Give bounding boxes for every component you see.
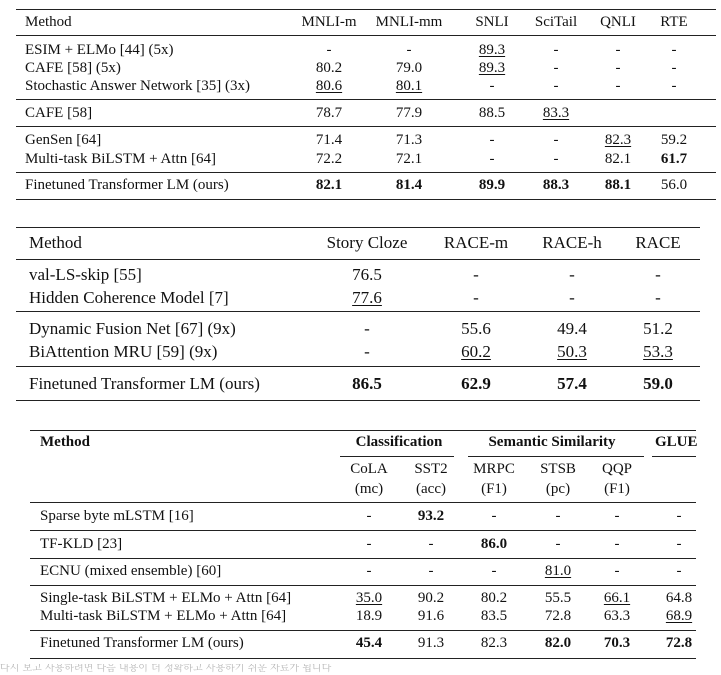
row-method-label: Multi-task BiLSTM + Attn [64]	[25, 151, 216, 167]
table-cell: -	[614, 536, 620, 552]
column-subheader-unit: (mc)	[354, 481, 384, 497]
row-method-label: Sparse byte mLSTM [16]	[40, 508, 194, 524]
table-cell: -	[671, 60, 677, 76]
table-cell: 89.3	[478, 60, 506, 76]
table-cell: -	[473, 288, 479, 307]
column-subheader: QQP	[601, 461, 633, 477]
table-cell: 80.1	[395, 78, 423, 94]
rule	[652, 456, 696, 457]
table-cell: 68.9	[665, 608, 693, 624]
table-cell: 88.1	[604, 177, 632, 193]
rule	[16, 126, 716, 127]
rule	[16, 400, 700, 401]
table-cell: -	[553, 78, 559, 94]
table-cell: -	[614, 508, 620, 524]
row-method-label: CAFE [58]	[25, 105, 93, 121]
column-header: MNLI-mm	[375, 14, 443, 30]
table-cell: 77.6	[352, 288, 382, 307]
column-header: Story Cloze	[326, 233, 408, 252]
column-header: RACE-m	[443, 233, 509, 252]
row-method-label: Hidden Coherence Model [7]	[29, 288, 229, 307]
rule	[16, 366, 700, 367]
rule	[30, 630, 696, 631]
table-cell: -	[655, 288, 661, 307]
row-method-label: BiAttention MRU [59] (9x)	[29, 342, 218, 361]
column-group-header: Classification	[355, 434, 443, 450]
table-cell: 63.3	[603, 608, 631, 624]
table-cell: 83.5	[480, 608, 508, 624]
column-header: RTE	[660, 14, 688, 30]
table-cell: -	[676, 508, 682, 524]
column-header: Method	[25, 14, 72, 30]
table-cell: 82.3	[480, 635, 508, 651]
table-cell: -	[615, 42, 621, 58]
rule	[30, 558, 696, 559]
table-cell: -	[489, 151, 495, 167]
row-method-label: ESIM + ELMo [44] (5x)	[25, 42, 174, 58]
table-cell: 76.5	[352, 265, 382, 284]
table-cell: -	[569, 265, 575, 284]
table-cell: 55.5	[544, 590, 572, 606]
rule	[16, 35, 716, 36]
table-cell: 78.7	[315, 105, 343, 121]
table-cell: -	[676, 536, 682, 552]
table-cell: -	[553, 132, 559, 148]
table-cell: 88.3	[542, 177, 570, 193]
table-cell: -	[366, 508, 372, 524]
column-group-header: GLUE	[655, 434, 698, 450]
column-subheader: MRPC	[473, 461, 515, 477]
table-cell: -	[615, 78, 621, 94]
table-cell: 70.3	[603, 635, 631, 651]
table-cell: 72.8	[665, 635, 693, 651]
table-cell: 72.2	[315, 151, 343, 167]
column-header: QNLI	[600, 14, 636, 30]
table-cell: 82.3	[604, 132, 632, 148]
rule	[16, 311, 700, 312]
table-cell: -	[615, 60, 621, 76]
table-cell: 79.0	[395, 60, 423, 76]
table-cell: -	[326, 42, 332, 58]
table-cell: -	[671, 42, 677, 58]
rule	[16, 172, 716, 173]
table-cell: 89.3	[478, 42, 506, 58]
column-header: RACE	[635, 233, 681, 252]
column-subheader: SST2	[414, 461, 448, 477]
column-group-header: Semantic Similarity	[488, 434, 616, 450]
table-cell: 59.2	[660, 132, 688, 148]
table-cell: 72.8	[544, 608, 572, 624]
table-cell: 57.4	[557, 374, 587, 393]
table-cell: 50.3	[557, 342, 587, 361]
table-cell: -	[491, 563, 497, 579]
table-cell: 61.7	[660, 151, 688, 167]
table-cell: 60.2	[461, 342, 491, 361]
table-cell: -	[655, 265, 661, 284]
table-cell: 86.0	[480, 536, 508, 552]
row-method-label: Single-task BiLSTM + ELMo + Attn [64]	[40, 590, 292, 606]
table-cell: 83.3	[542, 105, 570, 121]
table-cell: 86.5	[352, 374, 382, 393]
table-cell: -	[366, 563, 372, 579]
rule	[30, 530, 696, 531]
table-cell: -	[473, 265, 479, 284]
rule	[16, 227, 700, 228]
table-cell: 80.2	[480, 590, 508, 606]
table-cell: 66.1	[603, 590, 631, 606]
table-cell: -	[489, 132, 495, 148]
column-subheader-unit: (acc)	[416, 481, 446, 497]
row-method-label: TF-KLD [23]	[40, 536, 123, 552]
table-cell: 93.2	[417, 508, 445, 524]
column-header: Method	[29, 233, 82, 252]
row-method-label: Finetuned Transformer LM (ours)	[25, 177, 229, 193]
table-cell: -	[553, 151, 559, 167]
table-cell: 88.5	[478, 105, 506, 121]
row-method-label: val-LS-skip [55]	[29, 265, 142, 284]
row-method-label: ECNU (mixed ensemble) [60]	[40, 563, 222, 579]
rule	[16, 99, 716, 100]
row-method-label: GenSen [64]	[25, 132, 102, 148]
column-header: SNLI	[475, 14, 509, 30]
rule	[340, 456, 454, 457]
column-header: Method	[40, 434, 90, 450]
rule	[16, 9, 716, 10]
table-cell: 64.8	[665, 590, 693, 606]
table-cell: 53.3	[643, 342, 673, 361]
table-cell: 55.6	[461, 319, 491, 338]
rule	[16, 259, 700, 260]
row-method-label: Finetuned Transformer LM (ours)	[29, 374, 260, 393]
column-subheader-unit: (F1)	[604, 481, 630, 497]
table-cell: 91.6	[417, 608, 445, 624]
rule	[30, 585, 696, 586]
table-cell: 45.4	[355, 635, 383, 651]
table-cell: -	[569, 288, 575, 307]
row-method-label: Stochastic Answer Network [35] (3x)	[25, 78, 250, 94]
table-cell: -	[671, 78, 677, 94]
table-cell: 77.9	[395, 105, 423, 121]
table-cell: -	[489, 78, 495, 94]
table-cell: 18.9	[355, 608, 383, 624]
table-cell: 71.4	[315, 132, 343, 148]
row-method-label: CAFE [58] (5x)	[25, 60, 121, 76]
column-header: RACE-h	[542, 233, 602, 252]
table-cell: 49.4	[557, 319, 587, 338]
table-cell: 72.1	[395, 151, 423, 167]
row-method-label: Dynamic Fusion Net [67] (9x)	[29, 319, 236, 338]
table-cell: 82.1	[315, 177, 343, 193]
table-cell: -	[364, 319, 370, 338]
table-cell: 35.0	[355, 590, 383, 606]
table-cell: 71.3	[395, 132, 423, 148]
table-cell: 80.2	[315, 60, 343, 76]
column-header: MNLI-m	[301, 14, 357, 30]
table-cell: -	[364, 342, 370, 361]
column-subheader: STSB	[540, 461, 576, 477]
column-header: SciTail	[534, 14, 578, 30]
table-cell: -	[406, 42, 412, 58]
table-cell: -	[491, 508, 497, 524]
rule	[30, 430, 696, 431]
table-cell: -	[553, 60, 559, 76]
rule	[468, 456, 644, 457]
footer-caption-faded: 다시 보고 사용하려면 다음 내용이 더 정확하고 사용하기 쉬운 자료가 됩니다	[0, 664, 332, 674]
row-method-label: Multi-task BiLSTM + ELMo + Attn [64]	[40, 608, 287, 624]
table-cell: 62.9	[461, 374, 491, 393]
table-cell: 59.0	[643, 374, 673, 393]
table-cell: 56.0	[660, 177, 688, 193]
column-subheader-unit: (pc)	[545, 481, 571, 497]
table-cell: -	[555, 536, 561, 552]
column-subheader: CoLA	[350, 461, 388, 477]
table-cell: 82.1	[604, 151, 632, 167]
rule	[30, 658, 696, 659]
table-cell: -	[676, 563, 682, 579]
table-cell: 80.6	[315, 78, 343, 94]
table-cell: 82.0	[544, 635, 572, 651]
table-cell: 81.4	[395, 177, 423, 193]
rule	[16, 199, 716, 200]
rule	[30, 502, 696, 503]
table-cell: -	[553, 42, 559, 58]
table-cell: 51.2	[643, 319, 673, 338]
table-cell: -	[428, 536, 434, 552]
table-cell: -	[366, 536, 372, 552]
table-cell: 81.0	[544, 563, 572, 579]
table-cell: -	[614, 563, 620, 579]
table-cell: 90.2	[417, 590, 445, 606]
table-cell: 91.3	[417, 635, 445, 651]
column-subheader-unit: (F1)	[481, 481, 507, 497]
table-cell: -	[555, 508, 561, 524]
table-cell: -	[428, 563, 434, 579]
table-cell: 89.9	[478, 177, 506, 193]
row-method-label: Finetuned Transformer LM (ours)	[40, 635, 244, 651]
